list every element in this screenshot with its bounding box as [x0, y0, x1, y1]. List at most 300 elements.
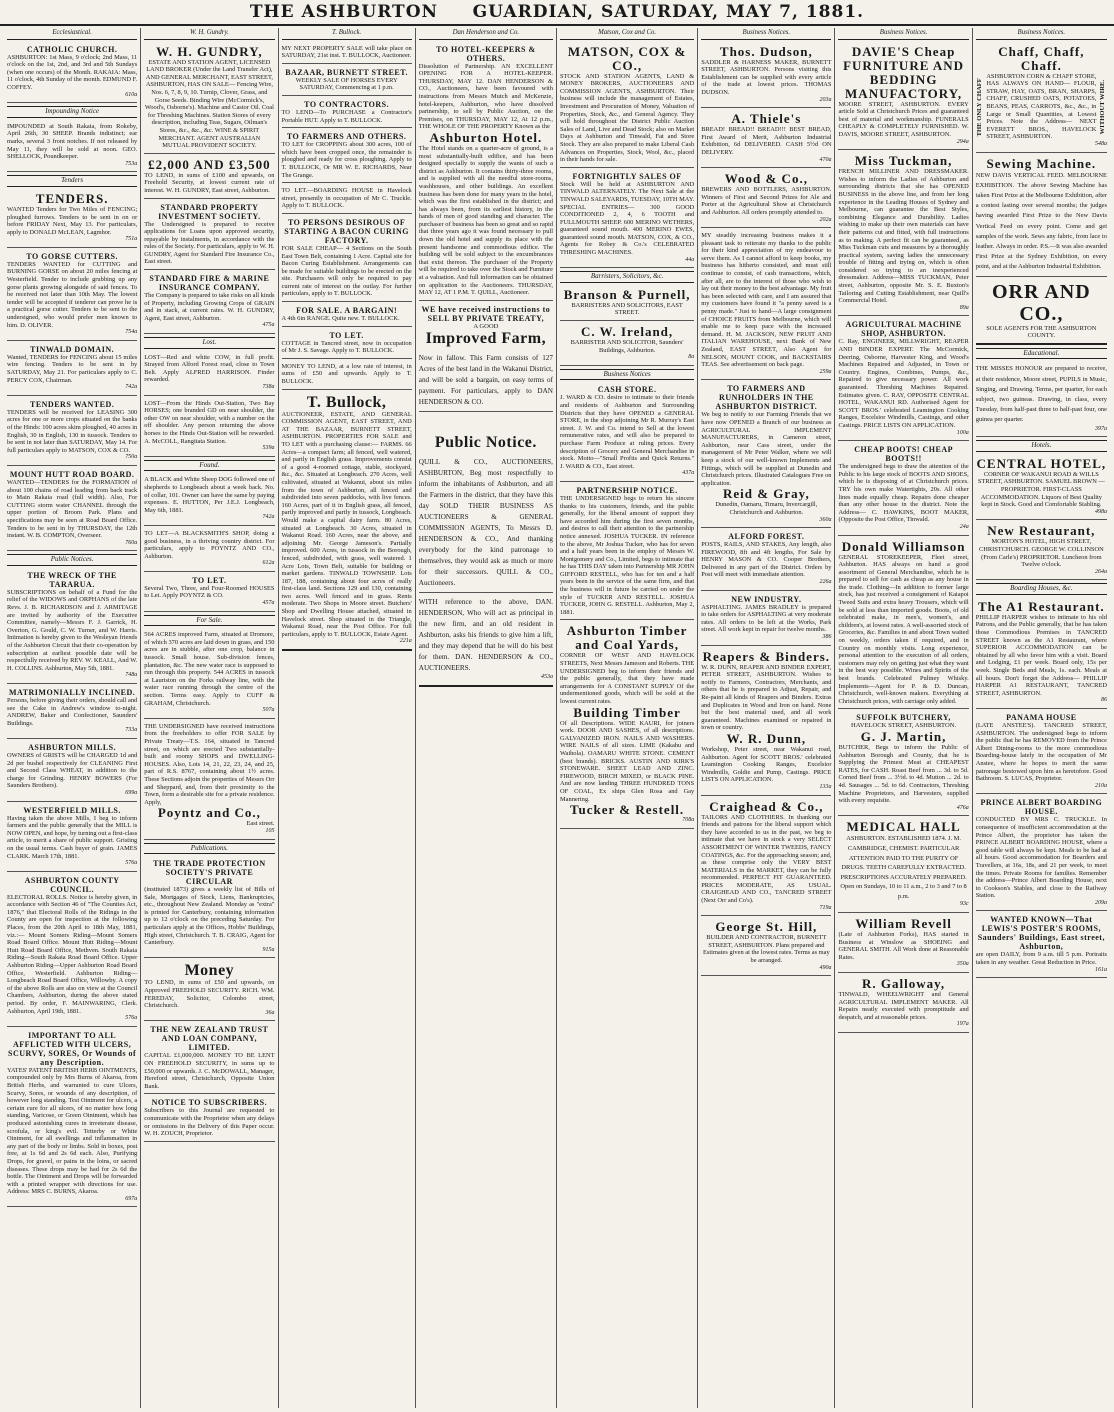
ad-title: CENTRAL HOTEL,	[976, 455, 1107, 471]
ad-lost-horses	[144, 398, 274, 457]
ad-ref: 539a	[262, 445, 275, 452]
masthead	[0, 0, 1114, 26]
section-heading: Barristers, Solicitors, &c.	[560, 271, 694, 283]
ad-body: A 4th 6in RANGE. Quite new. T. BULLOCK.	[281, 315, 400, 323]
ad-body: THE UNDERSIGNED begs to return his sincere thanks to his customers, friends, and the public generally, for the liberal amount of support they have accorded him during the first seven months, and desires to call their attention to the partnership notice annexed. JOSHUA TUCKER. IN reference to the above, Mr Joshua Tucker, who has for seven and a half years been in the employ of Messrs W. Montgomery and Co., Limited, begs to intimate that he has THIS DAY taken into Partnership MR JOHN GIFFORD RESTELL, who has for ten and a half years been in the service of the same firm, and that the business will in future be carried on under the style of TUCKER AND RESTELL. JOSHUA TUCKER, JOHN G. RESTELL. Ashburton, May 2, 1881.	[559, 494, 695, 616]
ad-ashburton-mills	[7, 741, 137, 802]
ad-title: NOTICE TO SUBSCRIBERS.	[151, 1098, 268, 1108]
ad-ref: 719a	[819, 904, 832, 911]
ad-title: BAZAAR, BURNETT STREET.	[285, 67, 409, 77]
ad-title: MATRIMONIALLY INCLINED.	[8, 688, 136, 697]
section-heading: Ecclesiastical.	[7, 28, 137, 40]
column-heading: T. Bullock.	[282, 28, 412, 40]
ad-cheap-boots	[838, 443, 968, 535]
ad-title: NEW INDUSTRY.	[731, 594, 802, 604]
ad-ref: 507a	[262, 707, 275, 714]
ad-body: FRENCH MILLINER AND DRESSMAKER. Wishes to inform the Ladies of Ashburton and surrounding districts that she has OPENED BUSINESS in the above line, and from her long experience in the Leading Houses of Sydney and Melbourne, can guarantee the Best Styles, combining Elegance and Durability. Ladies wishing to make up their own materials can have their patterns cut and fitted, with full instructions as to making. A perfect fit can be guaranteed, as Miss Tuckman cuts and measures by a thoroughly practical system, saving ladies the unnecessary trouble of fitting and trying on, which is often considered so trying to an inexperienced dressmaker. Address—MISS TUCKMAN, Peter street, Ashburton, opposite Mr. S. E. Buxton's Tailoring and Cutting Establishment, near Quill's Commercial Hotel.	[838, 168, 969, 305]
ad-title: AGRICULTURAL MACHINE SHOP, ASHBURTON.	[845, 320, 962, 339]
section-heading: Educational.	[976, 348, 1107, 360]
ad-title: TINWALD DOMAIN.	[30, 344, 115, 354]
ad-body: Of all Descriptions. WIDE KAURI, for joiners work. DOOR AND SASHES, of all descriptions. GALVANIZED IRON. NAILS AND WASHERS. WIRE NAILS of all sizes. LIME (Kakahu and Waihola). OAMARU WHITE STONE. CEMENT (best brands). BRICKS. AUSTIN AND KIRK'S STONEWARE. SHEET LEAD AND ZINC. FIREWOOD, BIRCH MIXED, or BLACK PINE. And are now landing THREE HUNDRED TONS OF COAL, Ex ships Glen Rosa and Gay Mannering.	[559, 719, 695, 803]
ad-body: J. WARD & CO. desire to intimate to their friends and residents of Ashburton and Surrounding Districts that they have OPENED a GENERAL STORE, in the shop adjoining Mr R. Murray's East street. J. W. and Co. intend to Sell at the lowest remunerative rates, and will also be prepared to purchase Farm Produce at ruling prices. Every description of Grocery and General Merchandise in stock. Motto—"Small Profits and Quick Returns." J. WARD & CO., East street.	[559, 394, 695, 470]
ad-title: THE NEW ZEALAND TRUST AND LOAN COMPANY, LIMITED.	[150, 1025, 269, 1053]
masthead-left: THE ASHBURTON	[249, 2, 439, 22]
ad-ref: 89a	[959, 304, 969, 311]
ad-body: Wanted, TENDERS for FENCING about 15 miles wire fencing. Tenders to be sent in by SATURDAY, May 21. For particulars apply to C. PERCY COX, Chairman.	[7, 353, 138, 384]
side-label-right: WITHOUT WIRE.	[1099, 79, 1107, 134]
ad-body: WANTED—TENDERS for the FORMATION of about 100 chains of road leading from back track to Main Rakaia road (full width). Also, For CUTTING storm water CHANNEL through the upper portion of Broom Park. Plans and specifications may be seen at Road Board Office. Tenders to be sent in by THURSDAY, the 12th instant. W. B. COMPTON, Overseer.	[7, 478, 138, 540]
ad-money-to-lend	[282, 361, 412, 390]
ad-body: MY NEXT PROPERTY SALE will take place on SATURDAY, 21st inst. T. BULLOCK, Auctioneer.	[281, 44, 412, 60]
ad-body: IMPOUNDED at South Rakaia, from Rokeby, April 26th, 30 SHEEP. Brands indistinct; ear marks, several 3 front notches. If not released by May 11, they will be sold at noon. GEO. SHELLOCK, Poundkeeper.	[7, 122, 138, 161]
ad-body: MONEY TO LEND, at a low rate of interest, in sums of £50 and upwards. Apply to T. BULLOCK.	[281, 362, 412, 386]
ad-body: Persons, before giving their orders, should call and see the Cake in Andrew's window to-night. ANDREW, Baker and Confectioner, Saunders' Buildings.	[7, 697, 138, 727]
ad-title: TENDERS.	[35, 190, 109, 206]
section-heading: Found.	[144, 460, 274, 472]
ad-ref: 44a	[685, 256, 695, 263]
ad-gundry	[144, 43, 274, 154]
ad-tinwald-domain	[7, 343, 137, 396]
section-heading: Impounding Notice	[7, 106, 137, 118]
ad-public-notice	[419, 432, 553, 593]
ad-ref: 133a	[819, 783, 832, 790]
ad-wood-co	[701, 170, 831, 228]
ad-body: YATES' PATENT BRITISH HERB OINTMENTS, compounded only by Mrs Burns of Akaroa, from British Herbs, and warranted to cure Ulcers, Scurvy, Sores, or wounds of any description, of however long standing. Test Ointment for ulcers, a certain cure for all ulcers, of no matter how long standing, Varicose, or Green Ointment, which has produced astonishing cures in inveterate disease, scrofula, or king's evil. Tetterby or White Ointment, for all swellings and inflammation in any part of the body or limbs. Sold in boxes, post free, at 1s 6d and 2s 6d each. Also, Purifying Drops, for gravel, or pains in the loins, or sacred diseases. These drops may be had for 2s 6d the bottle. The Ointment and Drops will be forwarded with a printed wrapper with directions for use. Address: MRS C. BURNS, Akaroa.	[7, 1066, 138, 1196]
ad-ref: 161a	[1094, 966, 1107, 973]
ad-title: TO FARMERS AND OTHERS.	[286, 132, 407, 142]
ad-ref: 475a	[262, 322, 275, 329]
ad-standard-fire	[144, 272, 274, 334]
ad-body: TO LEND, in sums of £50 and upwards, on Approved FREEHOLD SECURITY. RICH. WM. FEREDAY, Solicitor, Colombo street, Christchurch.	[144, 979, 275, 1010]
ad-body: ASHBURTON CORN & CHAFF STORE, HAS ALWAYS ON HAND— FLOUR, STRAW, HAY, OATS, BRAN, SHARPS, CHAFF, CRUSHED OATS, POTATOES, BEANS, PEAS, CARROTS, &c., &c., in Large or Small Quantities, at Lowest Prices. Note the Address— NEXT EVERETT BROS., HAVELOCK STREET, ASHBURTON.	[986, 72, 1097, 141]
ad-body: SOLE AGENTS FOR THE ASHBURTON COUNTY.	[986, 324, 1097, 340]
ad-body: CONDUCTED BY MRS C. TRUCKLE. In consequence of insufficient accommodation at the Prince Albert, the proprietor has taken the PRINCE ALBERT BOARDING HOUSE, where a good table will always be kept. Meals to be had at all hours. Good accommodation for Boarders and Travellers, at 16s, 18s, and 21 per week, to meet the times. Private Rooms for families. Remember the address—Prince Albert Boarding House, next to Cookson's Stables, and close to the Railway Station.	[975, 816, 1107, 900]
ad-asphalting	[701, 593, 831, 646]
ad-a1-restaurant	[976, 598, 1107, 709]
ad-ref: 350a	[956, 961, 969, 968]
ad-tararua	[7, 569, 137, 684]
ad-title: W. R. Dunn,	[726, 730, 807, 746]
ad-ref: 360a	[819, 516, 832, 523]
ad-title: IMPORTANT TO ALL AFFLICTED WITH ULCERS, SCURVY, SORES, Or Wounds of any Description.	[8, 1030, 137, 1067]
ad-ref: 386	[822, 634, 832, 641]
ad-ref: 760a	[125, 539, 138, 546]
ad-body: The undersigned begs to draw the attention of the Public to his large stock of BOOTS AND SHOES, which he is disposing of at Christchurch prices. TRY his own make Watertights, 20s. All other lines made equally cheap. Repairs done cheaper than any other house in the district. Note the Address— C. HAWKINS, BOOT MAKER, (Opposite the Post Office, Tinwald.	[838, 463, 969, 524]
ad-ref: 610a	[125, 91, 138, 98]
ad-ref: 754a	[125, 329, 138, 336]
ad-title: Ashburton Hotel.	[429, 129, 543, 145]
ad-title: PARTNERSHIP NOTICE.	[576, 485, 678, 495]
ad-body: MY steadily increasing business makes it a pleasant task to reiterate my thanks to the public for their kind appreciation of my endeavour to serve them. As I cannot afford to keep books, my business has hitherto consisted, and must still continue to consist, of cash transactions, which, after all, are to the interest of those who wish to lay out their money to the best advantage. My fruit has been selected with care, and I am assured that my customers have found it "a penny saved is a penny made." Just to hand—A large consignment of CHOICE FRUITS from Melbourne, which will enable me to keep pace with the increased demand. H. M. JACKSON, NEW FRUIT AND ITALIAN WAREHOUSE, next Bank of New Zealand, EAST STREET, Also Agent for NELSON, MOUNT COOK, and BACKSTAIRS TEAS. See advertisement on back page.	[701, 232, 832, 369]
ad-body: (instituted 1873) gives a weekly list of Bills of Sale, Mortgages of Stock, Liens, Bankruptcies, etc., throughout New Zealand. Monday as "extra" is printed for Canterbury, containing information up to 12 o'clock on the preceding Saturday. For particulars apply at the Offices, Hobbs' Buildings, High street, Christchurch. T. B. CRAIG, Agent for Canterbury.	[144, 886, 275, 947]
ad-title: FORTNIGHTLY SALES OF	[572, 171, 682, 181]
ad-title: W. H. GUNDRY,	[156, 43, 263, 59]
section-heading: For Sale.	[144, 615, 274, 627]
ad-body: Several Two, Three, and Four-Roomed HOUSES to Let. Apply POYNTZ & CO.	[144, 584, 275, 600]
ad-title: Tucker & Restell.	[570, 802, 685, 818]
ad-ref: 490a	[819, 964, 832, 971]
ad-body: Having taken the above Mills, I beg to inform farmers and the public generally that the MILL is NOW OPEN, and hope, by turning out a first-class article, to merit a share of public support. Gristing on the usual terms. Cash buyer of grain. JAMES CLARK. March 17th, 1881.	[7, 814, 138, 860]
ad-body: A GOOD	[473, 322, 499, 330]
ad-central-hotel	[976, 455, 1107, 521]
ad-jackson-fruit	[701, 230, 831, 380]
ad-body: CORNER OF WAKANUI ROAD & WILLS STREET, ASHBURTON. SAMUEL BROWN — PROPRIETOR. FIRST-CLASS ACCOMMODATION. Liquors of Best Quality kept in Stock. Good and Comfortable Stabling.	[977, 470, 1105, 509]
columns	[4, 28, 1110, 1408]
ad-body: Workshop, Peter street, near Wakanui road, Ashburton. Agent for SCOTT BROS.' celebrated Leamington Cooking Ranges, Excelsior Windmills, Goldie and Pump, Castings. PRICE LISTS ON APPLICATION.	[701, 745, 832, 784]
ad-ref: 264a	[1094, 568, 1107, 575]
ad-bacon-curing	[282, 216, 412, 302]
ad-suffolk-butchery	[838, 711, 968, 816]
ad-ref: 202a	[819, 216, 832, 223]
ad-chaff	[976, 43, 1107, 153]
ad-body: ELECTORAL ROLLS. Notice is hereby given, in accordance with Section 46 of "The Counties Act, 1876," that Electoral Rolls of the Ridings in the County are open for inspection at the following Places, from the 20th April to 18th May, 1881, viz.:— Mount Somers Riding—Mount Somers Road Board Office. Mount Hutt Riding—Mount Hutt Road Board Office, Methven. South Rakaia Riding—South Rakaia Road Board Office. Upper Ashburton Riding—Upper Ashburton Road Board Office, Westerfield. Ashburton Riding—Longbeach Road Board Office, Willowby. A copy of the above Rolls are also on view at the Council Chambers, Ashburton, during the above stated period. By order, F. MAINWARING, Clerk. Ashburton, April 19th, 1881.	[7, 893, 138, 1015]
ad-title: George St. Hill,	[715, 919, 818, 935]
ad-title: Money	[184, 962, 235, 980]
ad-reapers-binders	[701, 648, 831, 796]
ad-gundry-loans	[144, 156, 274, 199]
section-heading: Publications.	[144, 843, 274, 855]
ad-body: SADDLER & HARNESS MAKER, BURNETT STREET, ASHBURTON. Persons visiting this Establishment can be supplied with every article of the trade at lowest prices. THOMAS DUDSON.	[701, 58, 832, 96]
ad-ref: 259a	[819, 368, 832, 375]
ad-ref: 748a	[125, 672, 138, 679]
ad-ref: 738a	[262, 384, 275, 390]
ad-farm-dromore	[144, 629, 274, 719]
column-heading: Matson, Cox and Co.	[560, 28, 694, 40]
ad-body: PHILLIP HARPER wishes to intimate to his old Patrons, and the Public generally, that he has taken those Commodious Premises in TANCRED STREET known as the A1 Restaurant, where SUPERIOR ACCOMMODATION can be obtained by all who favor him with a visit. Board and Lodging, £1 per week. Board only, 15s per week. Single Beds and Meals, 1s. each. Meals at all hours. Don't forget the Address— PHILLIP HARPER A1 RESTAURANT, TANCRED STREET, ASHBURTON.	[975, 613, 1107, 697]
ad-fortnightly-sales	[560, 170, 694, 269]
column-5	[557, 28, 698, 1408]
ad-body: CAPITAL £1,000,000. MONEY TO BE LENT ON FREEHOLD SECURITY, in sums up to £50,000 or upwards. J. C. McDOWALL, Manager, Hereford street, Christchurch, Opposite Union Bank.	[144, 1052, 275, 1090]
ad-body: A BLACK and White Sheep DOG followed one of shepherds to Longbeach about a week back. No. of collar, 101. Owner can have the same by paying expenses. E. HUTTON, Per J.E.J. Longbeach, May 6th, 1881.	[144, 476, 275, 514]
ad-dudson	[701, 43, 831, 109]
ad-ref: 576a	[125, 860, 138, 867]
ad-title: TO CONTRACTORS.	[304, 99, 390, 109]
ad-ref: 397a	[1094, 425, 1107, 432]
ad-poyntz-sale	[144, 721, 274, 840]
column-heading: Business Notices.	[701, 28, 831, 40]
ad-body: LOST—Red and white COW, in full profit. Strayed from Alford Forest road, close to Town Belt. Apply ALFRED HARRISON. Finder rewarded.	[144, 353, 275, 384]
ad-ref: 576a	[125, 1015, 138, 1022]
ad-title: ASHBURTON MILLS.	[28, 742, 117, 752]
column-7	[835, 28, 972, 1408]
ad-c-ray	[838, 318, 968, 441]
ad-body: (Late of Ashburton Forks), HAS started in Business at Winslow as SHOEING and GENERAL SMITH. All Work done at Reasonable Rates.	[838, 931, 969, 961]
ad-revell	[838, 915, 968, 973]
ad-ref: 93c	[960, 901, 969, 908]
ad-ref: 548a	[1094, 140, 1107, 147]
ad-standard-investment	[144, 201, 274, 271]
ad-title: TO FARMERS AND RUNHOLDERS IN THE ASHBURTON DISTRICT.	[715, 384, 818, 412]
section-heading: Tenders	[7, 175, 137, 187]
ad-body: ASPHALTING. JAMES BRADLEY is prepared to take orders for ASPHALTING at very moderate rates. All orders to be left at the Works, Park street. All work kept in repair for twelve months.	[701, 603, 832, 634]
ad-title: WE have received instructions to SELL BY PRIVATE TREATY,	[421, 304, 551, 323]
ad-ref: 210a	[1094, 782, 1107, 789]
section-heading: Public Notices.	[7, 554, 137, 566]
ad-ref: 8a	[688, 354, 695, 361]
section-heading: Business Notices	[560, 369, 694, 381]
ad-branson-purnell	[560, 286, 694, 321]
ad-ref: 437a	[682, 470, 695, 477]
ad-contractors	[282, 98, 412, 128]
ad-title: Thos. Dudson,	[719, 43, 813, 59]
ad-body: GENERAL STOREKEEPER, Fleet street, Ashburton. HAS always on hand a good assortment of General Merchandise, which he is prepared to sell for cash as cheap as any house in the trade. Clothing—In addition to former large stock, has just received a consignment of Kaiapoi Tweed Suits and extra heavy Trousers, which will be sold at less than imported goods. Boots, of old celebrated make, in men's, women's, and children's, at lowest rates. A well-assorted stock of Groceries, &c. Families in and about Town waited on weekly, orders taken if required, and in Country on monthly visits. Long experience, personal attention to the execution of all orders, customers may rely on getting just what they want in the best way possible. Wines and Spirits of the best brands. Celebrated Pultney Whisky. Implements—Agent for P. & D. Duncan, Christchurch, well-known makers. Everything at Christchurch prices, with carriage only added.	[838, 553, 969, 705]
ad-ref: 209a	[1094, 899, 1107, 906]
ad-title: STANDARD PROPERTY INVESTMENT SOCIETY.	[158, 202, 261, 221]
ad-title: TO HOTEL-KEEPERS & OTHERS.	[436, 44, 536, 63]
column-heading: Business Notices.	[838, 28, 968, 40]
ad-bargain	[282, 304, 412, 327]
ad-body: The Undersigned is prepared to receive applications for Loans upon approved security, repayable by instalments, in accordance with the rules of the Society. For particulars, apply to W. H. GUNDRY, Agent for Standard Fire Insurance Co., East street.	[144, 220, 275, 266]
ad-body: LOST—From the Hinds Out-Station, Two Bay HORSES; one branded GD on near shoulder, the other OW on near shoulder, with a number on the off shoulder. Any person returning the above horses to the Hinds Out-Station will be rewarded. A. McCOLL, Rangitata Station.	[144, 399, 275, 445]
ad-body: HAVELOCK STREET, ASHBURTON.	[851, 722, 957, 730]
column-1	[4, 28, 141, 1408]
ad-hotel-keepers	[419, 43, 553, 301]
ad-panama-house	[976, 711, 1107, 794]
ad-money	[144, 960, 274, 1021]
ad-title: ASHBURTON COUNTY COUNCIL.	[24, 875, 120, 894]
ad-title: Branson & Purnell,	[563, 286, 691, 302]
ad-ref: 751a	[125, 236, 138, 243]
ad-body: TO LEND—To PURCHASE a Contractor's Portable HUT. Apply to T. BULLOCK.	[281, 108, 412, 124]
ad-ref: 915a	[262, 946, 275, 953]
ad-body: FOR SALE CHEAP— 4 Sections on the South East Town Belt, containing 1 Acre. Capital site for Bacon Curing Establishment. Arrangements can be made for suitable buildings to be erected on the site. Purchasers will only be required to pay current rate of interest on the outlay. For further particulars, apply to T. BULLOCK.	[281, 244, 412, 298]
ad-body: East street.	[246, 820, 275, 828]
ad-title: Wood & Co.,	[724, 171, 808, 187]
ad-ref: 203a	[819, 96, 832, 103]
ad-miss-tuckman	[838, 152, 968, 316]
ad-notice-subscribers	[144, 1096, 274, 1141]
section-heading: Hotels.	[976, 440, 1107, 452]
ad-title: MOUNT HUTT ROAD BOARD.	[9, 469, 135, 479]
ad-partnership	[560, 484, 694, 621]
ad-ref: 742a	[125, 384, 138, 391]
ad-title: Improved Farm,	[425, 330, 547, 348]
ad-private-treaty	[419, 303, 553, 413]
ad-title: Craighead & Co.,	[709, 798, 824, 814]
ad-catholic-church	[7, 43, 137, 104]
ad-ref: 24a	[959, 523, 969, 530]
ad-trade-protection	[144, 857, 274, 958]
ad-title: G. J. Martin,	[860, 728, 947, 744]
masthead-right: GUARDIAN, SATURDAY, MAY 7, 1881.	[472, 2, 865, 22]
ad-ref: 221a	[399, 638, 412, 645]
ad-title: C. W. Ireland,	[581, 324, 674, 340]
ad-body: W. R. DUNN, REAPER AND BINDER EXPERT, PETER STREET, ASHBURTON. Wishes to notify to Farmers, Contractors, Merchants, and others that he is prepared to Adjust, Repair, and Re-paint all kinds of Reapers and Binders. Extras and Duplicates in Wood and Iron on hand. None but the best material used, and all work guaranteed. Machines examined or repaired in town or country.	[701, 663, 832, 732]
ad-body: TO LET.—BOARDING HOUSE in Havelock street, presently in occupation of Mr C. Truckle. Apply to T. BULLOCK.	[281, 187, 412, 210]
ad-title: THE TRADE PROTECTION SOCIETY'S PRIVATE CIRCULAR	[153, 859, 266, 887]
column-4	[416, 28, 557, 1408]
ad-title: Miss Tuckman,	[854, 153, 953, 169]
ad-ref: 453a	[540, 674, 553, 681]
ad-ref: 470a	[819, 156, 832, 163]
side-label-left: THE ONLY CHAFF	[975, 77, 983, 136]
ad-body: are open DAILY, from 9 a.m. till 5 p.m. Portraits taken in any weather. Great Reduction in Price.	[975, 951, 1107, 967]
ad-houses-to-let	[144, 574, 274, 612]
ad-tenders-wanted	[7, 398, 137, 466]
ad-bazaar	[282, 66, 412, 96]
ad-property-sale	[282, 43, 412, 64]
ad-westerfield-mills	[7, 804, 137, 872]
ad-sewing-machine	[976, 155, 1107, 277]
ad-body: TAILORS AND CLOTHIERS. In thanking our friends and patrons for the liberal support which they have accorded to us in the past, we beg to intimate that we have in stock a very SELECT ASSORTMENT OF WINTER TWEEDS, FANCY COATINGS, &c. For the approaching season; and, as these comprise only the VERY BEST MATERIALS in the MARKET, they can be fully recommended. PERFECT FIT GUARANTEED. PRICES MODERATE, AS USUAL. CRAIGHEAD AND CO., TANCRED STREET (Next Orr and Co's).	[701, 813, 832, 905]
ad-ref: 105	[265, 827, 275, 834]
ad-body: ESTATE AND STATION AGENT, LICENSED LAND BROKER (Under the Land Transfer Act), AND GENERAL MERCHANT, EAST STREET, ASHBURTON, HAS ON SALE— Fencing Wire, Nos. 6, 7, 8, 9, 10. Turnip, Clover, Grass, and Gorse Seeds. Binding Wire (McCormick's, Wood's, Osborne's). Machine and Castor Oil. Coal for Threshing Machines. Station Stores of every description, including Teas, Sugars, Oilman's Stores, &c., &c., &c. WINE & SPIRIT MERCHANT. AGENT AUSTRALIAN MUTUAL PROVIDENT SOCIETY.	[144, 58, 274, 150]
ad-title: THE WRECK OF THE TARARUA.	[27, 570, 117, 589]
ad-body: Dissolution of Partnership. AN EXCELLENT OPENING FOR A HOTEL-KEEPER. THURSDAY, MAY 12. DAN HENDERSON & CO., Auctioneers, have been favoured with instructions from Messrs Mutch and McKenzie, hotel-keepers, Ashburton, who have dissolved partnership, to sell by Public Auction, on the Premises, on THURSDAY, MAY 12, At 12 p.m., THE WHOLE OF THE PROPERTY Known as the	[418, 62, 553, 131]
ad-title: T. Bullock,	[306, 393, 387, 411]
ad-title: William Revell	[855, 916, 952, 932]
ad-ref: 294a	[956, 138, 969, 145]
ad-title: TO LET.	[329, 330, 364, 340]
ad-body: BREWERS AND BOTTLERS, ASHBURTON. Winners of First and Second Prizes for Ale and Porter at the Agricultural Show at Christchurch and Ashburton. All orders promptly attended to.	[701, 186, 832, 216]
ad-body: TENDERS WANTED for CUTTING and BURNING GORSE on about 20 miles fencing at Westerfield. Tender to include grubbing up any gorse plants growing alongside of said fences. To be received not later than 10th May. The lowest tender will be accepted if tenderer can prove he is a practical gorse cutter. Tenders to be sent to the undersigned, who would prefer men known to him. D. OLIVER.	[7, 260, 138, 329]
ad-bullock-main	[282, 392, 412, 651]
ad-timber-coal	[560, 622, 694, 828]
ad-body: TENDERS will be received for LEASING 300 acres for one or more crops situated on the banks of the Hinds: 100 acres skim ploughed, 40 acres in English, 30 in English, 130 in tussock. Tenders to be sent in not later than SATURDAY, May 14. For full particulars apply to MATSON, COX & CO.	[7, 408, 138, 454]
ad-tenders	[7, 190, 137, 248]
ad-title: TO GORSE CUTTERS.	[26, 251, 118, 261]
ad-craighead	[701, 798, 831, 917]
ad-body: POSTS, RAILS, AND STAKES, Any length, also FIREWOOD, 8ft and 4ft lengths, For Sale by HENRY MASON & CO. Cooper Brothers, Delivered in any part of the District. Orders by Post will meet with immediate attention.	[701, 541, 832, 579]
ad-thiele	[701, 110, 831, 168]
ad-ref: 697a	[125, 1195, 138, 1202]
ad-lost-cow	[144, 352, 274, 396]
ad-body: QUILL & CO., AUCTIONEERS, ASHBURTON, Beg most respectfully to inform the inhabitants of Ashburton, and all the Farmers in the district, that they have this day SOLD THEIR BUSINESS AS AUCTIONEERS & GENERAL COMMISSION AGENTS, To Messrs D. HENDERSON & CO., And thanking everybody for the kind patronage to themselves, they would ask as much or more for their successors. QUILL & CO., Auctioneers.	[418, 458, 553, 588]
ad-title: R. Galloway,	[862, 976, 946, 992]
ad-found-dog	[144, 474, 274, 526]
ad-body: ASHBURTON. ESTABLISHED 1874. J. M. CAMBRIDGE, CHEMIST. PARTICULAR ATTENTION PAID TO THE PURITY OF DRUGS. TEETH CAREFULLY EXTRACTED. PRESCRIPTIONS ACCURATELY PREPARED. Open on Sundays, 10 to 11 a.m., 2 to 3 and 7 to 8 p.m.	[840, 835, 967, 900]
ad-body: OWNERS of GRISTS will be CHARGED 1d and 2d per bushel respectively for CLEANING First and Second Class WHEAT, in addition to the charge for Grinding. HENRY BOWERS (For Saunders Brothers).	[7, 751, 138, 790]
ad-body: SUBSCRIPTIONS on behalf of a Fund for the relief of the WIDOWS and ORPHANS of the late Revs. J. B. RICHARDSON and J. ARMITAGE are invited by authority of the Executive Committee, namely—Messrs F. J. Garrick, H. Overton, G. Gould, C. W. Turner, and W. Harris. Intimation is hereby given to the Wesleyan friends of the Ashburton Circuit that their co-operation by subscription at earliest possible date will be respectfully received by REV. W. KEALL, And W. H. COLLINS. Ashburton, May 5th, 1881.	[7, 588, 138, 672]
ad-prince-albert	[976, 796, 1107, 911]
ad-title: MEDICAL HALL	[846, 819, 961, 835]
ad-body: BARRISTERS AND SOLICITORS, EAST STREET.	[571, 301, 683, 317]
ad-nz-trust	[144, 1023, 274, 1094]
ad-body: TINWALD, WHEELWRIGHT and General AGRICULTURAL IMPLEMENT MAKER. All Repairs neatly executed with promptitude and despatch, and at reasonable prices.	[838, 991, 969, 1021]
column-6	[698, 28, 835, 1408]
ad-body: THE UNDERSIGNED have received instructions from the freeholders to offer FOR SALE by Private Treaty—T.S. 164, situated in Tancred street, on which are erected Two substantially-built and roomy SHOPS and DWELLING-HOUSES. Also, Lots 14, 21, 22, 23, 24, and 25, part of R.S. 8767, containing about 1½ acres. These Sections adjoin the properties of Messrs Orr and Sheppard, and, from their proximity to the Town, form a desirable site for a private residence. Apply,	[144, 722, 275, 806]
ad-title: Poyntz and Co.,	[157, 805, 261, 821]
ad-body: BUILDER AND CONTRACTOR, BURNETT STREET, ASHBURTON. Plans prepared and Estimates given at the lowest rates. Terms as may be arranged.	[703, 934, 830, 965]
ad-title: MATSON, COX & CO.,	[567, 43, 687, 73]
ad-cash-store	[560, 383, 694, 482]
ad-body: 564 ACRES improved Farm, situated at Dromore, of which 370 acres are laid down in grass, and 150 acres are in stubble, after one crop, balance in tussock. Small house. Sub-division fences, plantation, &c. The new water race is supposed to run through this property. 544 ACRES in tussock at Lauriston on the Forks railway line, with the water race running through the centre of the section. Terms easy. Apply to CUFF & GRAHAM, Christchurch.	[144, 631, 275, 707]
ad-boarding-house	[282, 185, 412, 214]
ad-title: £2,000 AND £3,500	[148, 156, 271, 172]
ad-misses-honour	[976, 362, 1107, 437]
ad-ireland	[560, 323, 694, 366]
ad-ref: 100a	[956, 429, 969, 436]
ad-title: Public Notice.	[434, 434, 537, 452]
ad-body: C. Ray, ENGINEER, MILLWRIGHT, REAPER AND BINDER EXPERT. The McCormick, Deering, Osborne, Harvester King, and Wood's Machines Repaired and Adjusted, in Town or Country. Engines, Combines, Pumps, &c., Repaired to give necessary power. All work guaranteed. Threshing Machines Repaired. Estimates given. C. RAY, OPPOSITE CENTRAL HOTEL, WAKANUI RD. Authorised Agent for SCOTT BROS.' celebrated Leamington Cooking Ranges, Excelsior Windmills, Castings, and other Castings. PRICE LISTS ON APPLICATION.	[838, 338, 969, 429]
ad-body: NEW DAVIS VERTICAL FEED. MELBOURNE EXHIBITION. The above Sewing Machine has taken First Prize at the Melbourne Exhibition, after a contest lasting over several months; the judges having awarded First Prize to the New Davis Vertical Feed on every point. Come and get samples of the work. Sews any fabric, from lace to leather. Always in order. P.S.—It was also awarded First Prize at the Sydney Exhibition, on every point, and at the Ashburton Industrial Exhibition.	[975, 171, 1107, 271]
ad-new-restaurant	[976, 522, 1107, 580]
ad-ref: 612a	[262, 560, 275, 567]
ad-galloway	[838, 975, 968, 1033]
column-heading: Dan Henderson and Co.	[419, 28, 553, 40]
ad-body: BREAD! BREAD!! BREAD!!! BEST BREAD, First Award of Merit, Ashburton Industrial Exhibition, 6d DELIVERED. CASH 5½d ON DELIVERY.	[701, 126, 832, 156]
ad-body: CORNER OF WEST AND HAVELOCK STREETS, Next Messrs Jameson and Roberts. THE UNDERSIGNED beg to inform their friends and the public generally, that they have made arrangements for A CONSTANT SUPPLY Of the undermentioned goods, which will be sold at the lowest current rates.	[559, 652, 695, 705]
ad-body: The Company is prepared to take risks on all kinds of Property, including Growing Crops of GRAIN and in stack, at current rates. W. H. GUNDRY, Agent, East street, Ashburton.	[144, 292, 275, 322]
ad-title: Reapers & Binders.	[702, 648, 831, 664]
column-3	[279, 28, 416, 1408]
ad-body: WEEKLY SALE OF HORSES EVERY SATURDAY, Commencing at 1 p.m.	[295, 76, 398, 92]
ad-title: TO LET.	[192, 575, 227, 585]
ad-body: MORTON'S HOTEL, HIGH STREET, CHRISTCHURCH. GEORGE W. COLLINSON (From Carle's) PROPRIETOR. Luncheon from Twelve o'clock.	[978, 538, 1104, 569]
ad-title: New Restaurant,	[987, 523, 1096, 539]
ad-cottage-to-let	[282, 329, 412, 359]
ad-title: CASH STORE.	[597, 385, 657, 395]
ad-title: TO PERSONS DESIROUS OF STARTING A BACON CURING FACTORY.	[284, 217, 409, 245]
ad-title: Chaff, Chaff, Chaff.	[998, 43, 1085, 73]
ad-body: STOCK AND STATION AGENTS, LAND & MONEY BROKERS, AUCTIONEERS AND COMMISSION AGENTS, ASHBURTON. Their business will include the management of Estates, Investment and Procuration of Money, Valuation of Properties, Stock, &c., and General Agency. They will hold throughout the District Public Auction Sales of Land, Live and Dead Stock; also on Market Days at Ashburton and Tinwald, Fat and Store Stock. They are also prepared to make Liberal Cash Advances on Properties, Stock, Wool, &c., placed in their hands for sale.	[559, 72, 695, 164]
column-8	[973, 28, 1110, 1408]
ad-title: WANTED KNOWN—That LEWIS'S POSTER'S ROOMS, Saunders' Buildings, East street, Ashburton,	[977, 915, 1105, 952]
ad-impounded	[7, 121, 137, 173]
ad-title: Building Timber	[573, 704, 681, 720]
ad-ref: 753a	[125, 160, 138, 167]
ad-to-farmers	[701, 382, 831, 528]
ad-wanted-known	[976, 913, 1107, 978]
ad-gorse-cutters	[7, 250, 137, 341]
ad-body: Subscribers to this Journal are requested to communicate with the Proprietor when any delays or omissions in the Delivery of this Paper occur. W. H. ZOUCH, Proprietor.	[144, 1107, 275, 1138]
ad-davis-furniture	[838, 43, 968, 151]
ad-body: Dunedin, Oamaru, Timaru, Invercargill, Christchurch and Ashburton.	[715, 501, 818, 516]
ad-blacksmith-shop	[144, 528, 274, 572]
ad-ref: 742a	[262, 514, 275, 521]
ad-with-reference	[419, 595, 553, 687]
ad-body: Now in fallow. This Farm consists of 127 Acres of the best land in the Wakanui District, and will be sold a bargain, on easy terms of payment. For particulars, apply to DAN HENDERSON & CO.	[418, 354, 553, 407]
ad-title: ALFORD FOREST.	[728, 532, 805, 542]
ad-title: STANDARD FIRE & MARINE INSURANCE COMPANY.	[149, 274, 270, 293]
ad-williamson	[838, 538, 968, 710]
ad-ref: 476a	[956, 804, 969, 811]
ad-orr-co	[976, 279, 1107, 345]
ad-ref: 197a	[956, 1021, 969, 1028]
ad-body: WITH reference to the above, DAN. HENDERSON, Who will act as principal in the new firm, and an old resident in Ashburton, asks his friends to give him a lift, and they may depend that he will do his best for them. DAN. HENDERSON & CO., AUCTIONEERS.	[418, 598, 553, 673]
ad-alford-forest	[701, 530, 831, 591]
ad-ref: 457a	[262, 600, 275, 607]
ad-ref: 699a	[125, 789, 138, 796]
ad-body: BUTCHER, Begs to inform the Public of Ashburton Borough and County, that he is Supplying the Primest Meat at CHEAPEST RATES, for CASH. Roast Beef from ... 3d. to 5d. Corned Beef from ... 3½d. to 4d. Mutton ... 2d. to 4d. Sausages ... 5d. to 6d. Contractors, Threshing Machine Proprietors, and Harvesters, supplied with every requisite.	[838, 743, 969, 805]
column-2	[141, 28, 278, 1408]
ad-body: We beg to notify to our Farming Friends that we have now OPENED a Branch of our business as AGRICULTURAL IMPLEMENT MANUFACTURERS, in Cameron street, Ashburton, near Cass street, under the management of Mr Peter Walker, where we will keep a stock of our well-known Implements and Fittings, which will be supplied at Dunedin and Christchurch prices. Illustrated Catalogues Free on application.	[701, 411, 832, 487]
ad-ref: 750a	[125, 454, 138, 461]
ad-mount-hutt	[7, 468, 137, 551]
ad-body: ASHBURTON: 1st Mass, 9 o'clock; 2nd Mass, 11 o'clock on the 1st, 2nd, and 3rd and 5th Sundays (when one occurs) of the Month. RAKAIA: Mass, 11 o'clock, 4th Sunday of the month. EDMUND F. COFFEY.	[7, 53, 138, 91]
ad-title: CHEAP BOOTS! CHEAP BOOTS!!	[854, 445, 953, 464]
ad-farmers-cropping	[282, 130, 412, 183]
ad-body: The Hotel stands on a quarter-acre of ground, is a most substantially-built edifice, and has been designed specially to supply the wants of such a district as Ashburton. It contains thirty-three rooms, and is supplied with all the needful store-rooms, washhouses, and other buildings. An excellent business has been done for many years in the hotel, which was the first established in the district; and has always been, from its earliest history, in the hands of men of good standing and character. The purchaser of business has been so great and so rapid that three years ago it was found necessary to pull down the old hotel and supply its place with the present handsome and commodious edifice. The building will be sold subject to the encumbrances that exist thereon. The purchaser of the Property will be required to take over the Stock and Furniture at a valuation. And full information can be obtained on application to the Auctioneers. THURSDAY, MAY 12, AT 1 P.M. T. QUILL, Auctioneer.	[418, 144, 553, 297]
ad-title: DAVIE'S Cheap FURNITURE AND BEDDING MANUFACTORY,	[843, 43, 965, 101]
ad-title: Sewing Machine.	[986, 155, 1097, 171]
ad-ref: 708a	[682, 817, 695, 824]
column-heading: Business Notices.	[976, 28, 1107, 40]
ad-title: PRINCE ALBERT BOARDING HOUSE.	[980, 798, 1103, 817]
ad-body: Stock Will be held at ASHBURTON AND TINWALD ALTERNATELY. The Next Sale at the TINWALD SALEYARDS, TUESDAY, 10TH MAY. SPECIAL ENTRIES— 300 GOOD CONDITIONED 2, 4, 6 TOOTH and FULLMOUTH SHEEP. 600 MERINO WETHERS, guaranteed sound mouth. 400 MERINO EWES, guaranteed sound mouth. MATSON, COX, & CO., Agents for Robey & Co.'s CELEBRATED THRESHING MACHINES.	[559, 180, 695, 257]
ad-title: Donald Williamson	[841, 538, 966, 554]
ad-title: A. Thiele's	[731, 111, 802, 127]
section-heading: Lost.	[144, 337, 274, 349]
ad-title: SUFFOLK BUTCHERY,	[856, 713, 951, 723]
ad-body: BARRISTER AND SOLICITOR, Saunders' Buildings, Ashburton.	[570, 339, 684, 354]
ad-matrimonially	[7, 686, 137, 739]
ad-title: CATHOLIC CHURCH.	[26, 44, 118, 54]
ad-body: TO LET for CROPPING about 300 acres, 100 of which have been cropped once, the remainder is ploughed and ready for cross ploughing. Apply to T. BULLOCK, Or MR W. E. RICHARDS, Near The Grange.	[281, 141, 412, 179]
ad-body: (LATE ANSTEE'S). TANCRED STREET, ASHBURTON. The undersigned begs to inform the public that he has REMOVED from the Prince Albert Dining-rooms to the more commodious Boarding-house lately in the occupation of Mr Anstee, where he hopes to merit the same patronage bestowed upon him as heretofore. Good Bathroom. S. LUCAS, Proprietor.	[975, 722, 1107, 783]
ad-body: TO LEND, in sums of £100 and upwards, on Freehold Security, at lowest current rate of interest. W. H. GUNDRY, East street, Ashburton.	[144, 171, 275, 194]
column-heading: W. H. Gundry.	[144, 28, 274, 40]
